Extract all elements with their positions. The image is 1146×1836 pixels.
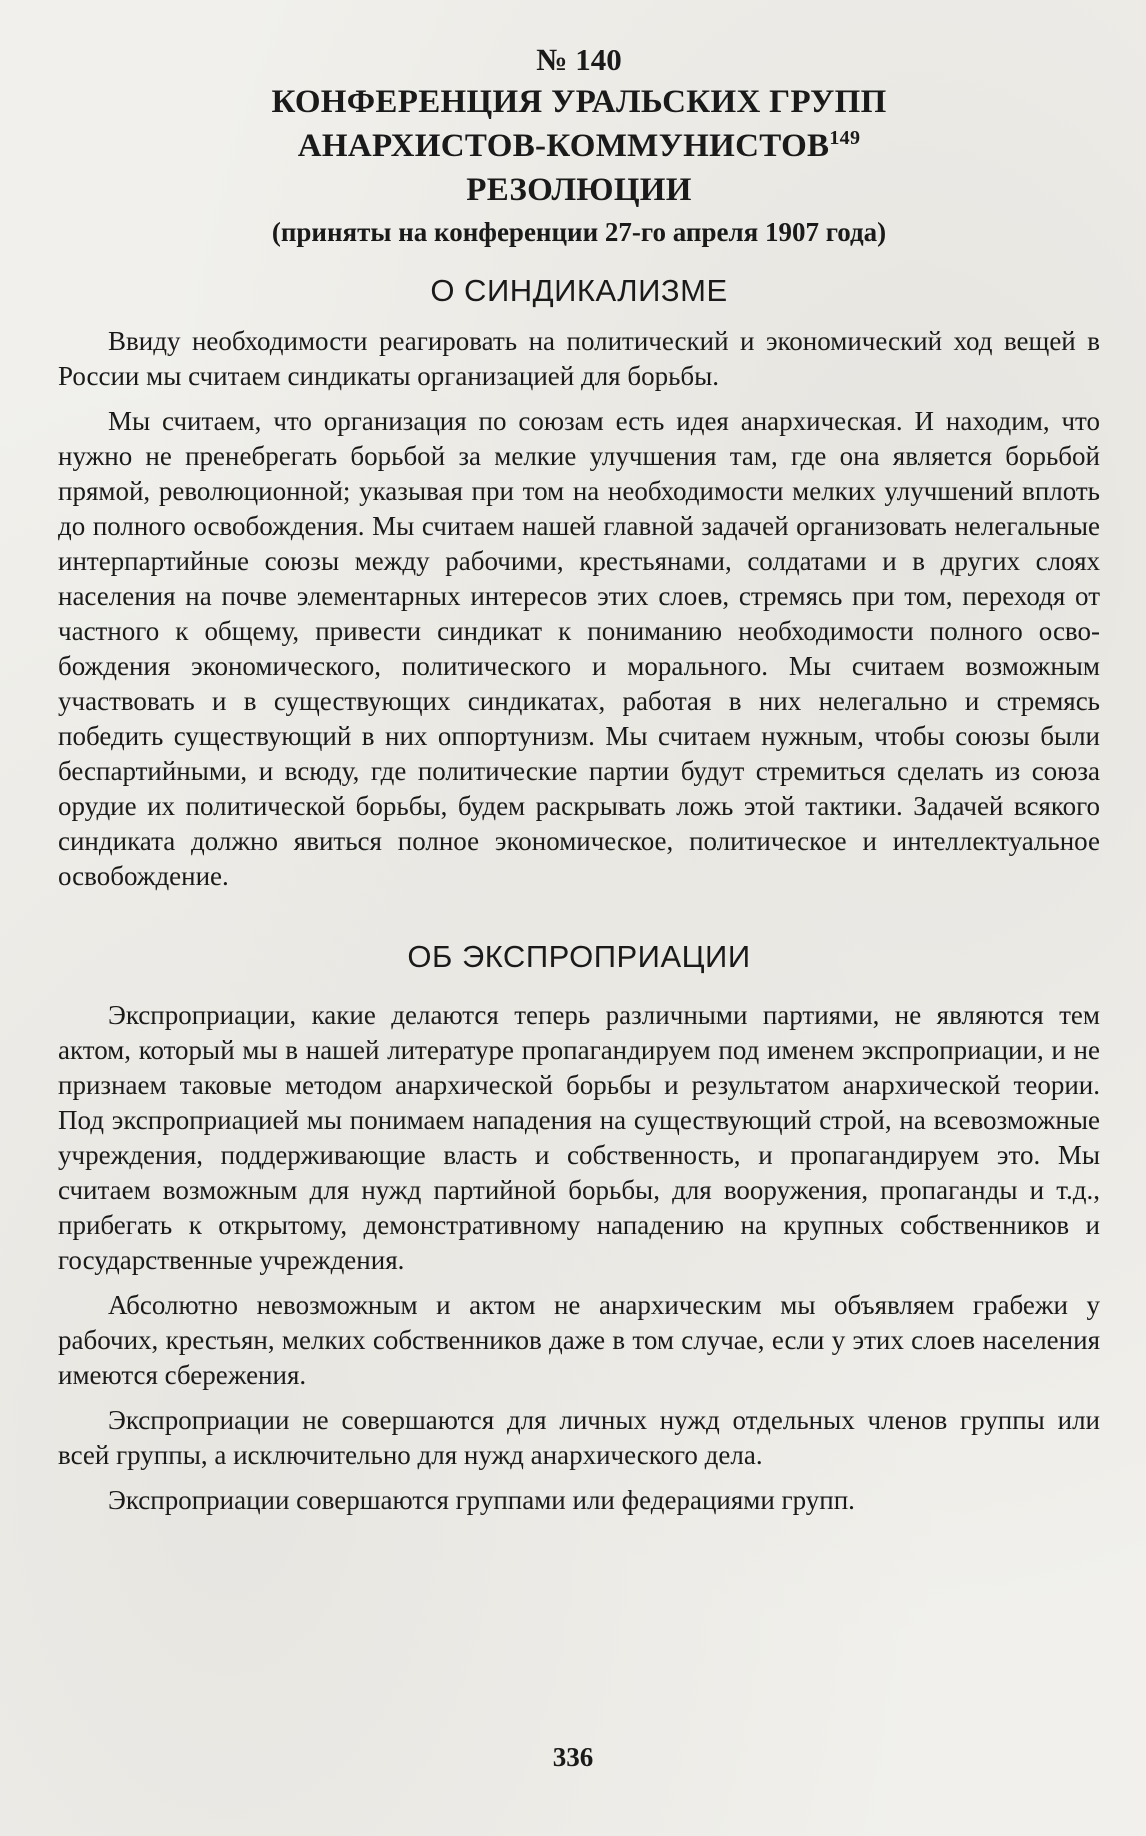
title-line-1: КОНФЕРЕНЦИЯ УРАЛЬСКИХ ГРУПП bbox=[271, 84, 887, 120]
title-line-2 bbox=[58, 124, 1100, 168]
paragraph: Экспроприации совершаются группами или федерациями групп. bbox=[108, 1485, 855, 1515]
title-line-3: РЕЗОЛЮЦИИ bbox=[466, 172, 692, 208]
paragraph: Абсолютно невозможным и актом не анархическим мы объявляем грабежи у рабочих, крестьян, мелких собственников даже в том случае, если у этих слоев населения имеются сбережения. bbox=[58, 1290, 1100, 1390]
section-heading-expropriation: ОБ ЭКСПРОПРИАЦИИ bbox=[407, 939, 751, 974]
document-subtitle: (приняты на конференции 27-го апреля 1907 года) bbox=[271, 217, 887, 247]
paragraph: Экспроприации, какие делаются теперь различными партиями, не являются тем актом, который мы в нашей литературе пропагандируем под именем экспроприации, и не признаем таковые методом анархической борьбы и результатом анархической теории. Под экспроприацией мы понимаем нападения на существующий строй, на всевозможные учреждения, поддерживающие власть и собственность, и пропагандируем это. Мы считаем возможным для нужд партийной борьбы, для вооружения, пропаганды и т.д., прибегать к открытому, демонстративному нападению на крупных собственников и государственные учреждения. bbox=[58, 1000, 1100, 1275]
paragraph: Экспроприации не совершаются для личных нужд отдельных членов группы или всей группы, а исключительно для нужд анархического дела. bbox=[58, 1405, 1100, 1470]
page-content bbox=[58, 40, 1100, 1528]
section-heading-syndicalism: О СИНДИКАЛИЗМЕ bbox=[430, 273, 728, 308]
title-line-2-text: АНАРХИСТОВ-КОММУНИСТОВ bbox=[297, 128, 830, 164]
paragraph: Мы считаем, что организация по союзам есть идея анархическая. И находим, что нужно не пренебрегать борьбой за мелкие улучшения там, где она является борьбой прямой, революционной; указывая при том на необходимости мелких улучшений вплоть до полного освобождения. Мы считаем нашей главной задачей организовать нелегальные интерпартийные союзы между рабочими, крестьянами, солдатами и в других слоях населения на почве элементарных интересов этих слоев, стремясь при том, переходя от частного к общему, привести синдикат к пониманию необходимости полного освобождения экономического, политического и морального. Мы считаем возможным участвовать и в существующих синдикатах, работая в них нелегально и стремясь победить существующий в них оппортунизм. Мы считаем нужным, чтобы союзы были беспартийными, и всюду, где политические партии будут стремиться сделать из союза орудие их политической борьбы, будем раскрывать ложь этой тактики. Задачей всякого синдиката должно явиться полное экономическое, политическое и интеллектуальное освобождение. bbox=[58, 406, 1100, 891]
page-number: 336 bbox=[552, 1742, 594, 1772]
document-heading bbox=[58, 40, 1100, 252]
footnote-reference: 149 bbox=[829, 127, 861, 149]
paragraph: Ввиду необходимости реагировать на политический и экономический ход вещей в России мы считаем синдикаты организацией для борьбы. bbox=[58, 326, 1100, 391]
document-number: № 140 bbox=[536, 42, 622, 77]
